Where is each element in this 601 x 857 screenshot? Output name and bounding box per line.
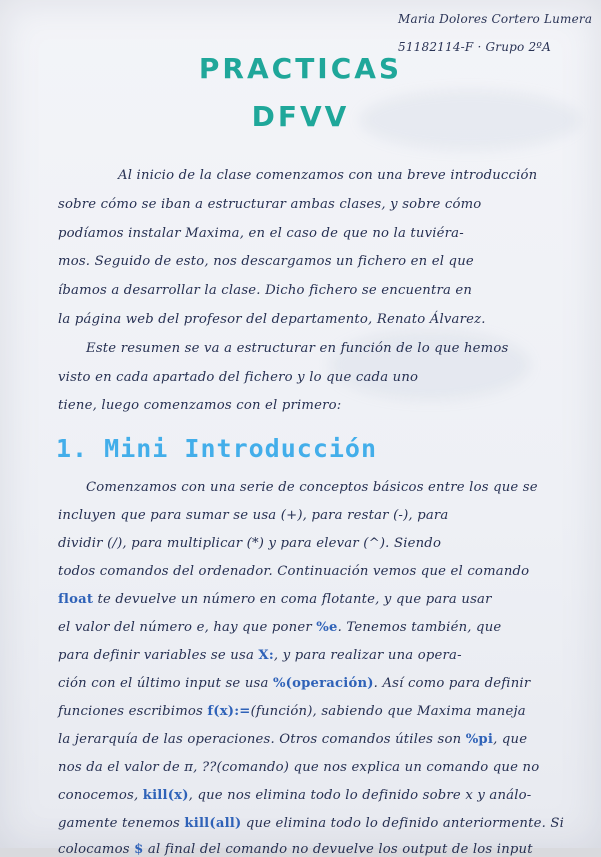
- section-line: dividir (/), para multiplicar (*) y para elevar (^). Siendo: [58, 536, 442, 551]
- intro-line: mos. Seguido de esto, nos descargamos un fichero en el que: [58, 254, 474, 269]
- section-line: ción con el último input se usa %(operación). Así como para definir: [58, 676, 531, 691]
- section-line: conocemos, kill(x), que nos elimina todo lo definido sobre x y análo-: [58, 788, 532, 803]
- intro-line: Este resumen se va a estructurar en función de lo que hemos: [86, 341, 509, 356]
- section-line: todos comandos del ordenador. Continuación vemos que el comando: [58, 564, 530, 579]
- section-line: el valor del número e, hay que poner %e. Tenemos también, que: [58, 620, 502, 635]
- intro-line: Al inicio de la clase comenzamos con una breve introducción: [118, 168, 538, 183]
- intro-line: tiene, luego comenzamos con el primero:: [58, 398, 342, 413]
- section-line: incluyen que para sumar se usa (+), para restar (-), para: [58, 508, 449, 523]
- page-title: PRACTICAS: [198, 52, 403, 85]
- section-line: gamente tenemos kill(all) que elimina todo lo definido anteriormente. Si: [58, 816, 565, 831]
- author-name: Maria Dolores Cortero Lumera: [398, 12, 593, 26]
- page-subtitle: DFVV: [251, 100, 350, 133]
- intro-line: podíamos instalar Maxima, en el caso de que no la tuviéra-: [58, 226, 464, 241]
- section-line: la jerarquía de las operaciones. Otros comandos útiles son %pi, que: [58, 732, 528, 747]
- section-line: Comenzamos con una serie de conceptos básicos entre los que se: [86, 480, 538, 495]
- intro-line: íbamos a desarrollar la clase. Dicho fichero se encuentra en: [58, 283, 473, 298]
- section-line: nos da el valor de π, ??(comando) que nos explica un comando que no: [58, 760, 540, 775]
- intro-line: sobre cómo se iban a estructurar ambas clases, y sobre cómo: [58, 197, 482, 212]
- section-line: funciones escribimos f(x):=(función), sabiendo que Maxima maneja: [58, 704, 526, 719]
- section-line: para definir variables se usa X:, y para realizar una opera-: [58, 648, 462, 663]
- intro-line: la página web del profesor del departamento, Renato Álvarez.: [58, 312, 486, 327]
- intro-line: visto en cada apartado del fichero y lo que cada uno: [58, 370, 419, 385]
- section-line: colocamos $ al final del comando no devuelve los output de los input: [58, 842, 533, 857]
- section-heading: 1. Mini Introducción: [56, 434, 378, 463]
- section-line: float te devuelve un número en coma flotante, y que para usar: [58, 592, 492, 607]
- student-info: 51182114-F · Grupo 2ºA: [398, 40, 552, 54]
